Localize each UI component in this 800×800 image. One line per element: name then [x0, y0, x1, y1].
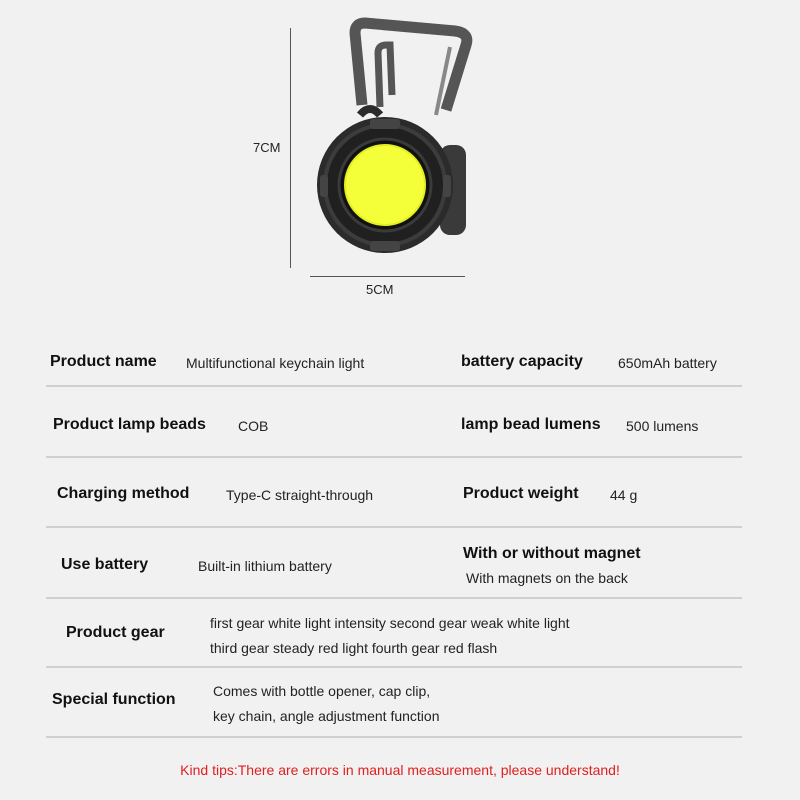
- spec-value-charging: Type-C straight-through: [226, 487, 374, 503]
- height-dimension-line: [290, 28, 291, 268]
- spec-label-special: Special function: [52, 691, 176, 708]
- spec-value-product-name: Multifunctional keychain light: [186, 355, 365, 371]
- spec-label-lamp-beads: Product lamp beads: [53, 416, 206, 433]
- row-divider: [46, 526, 742, 528]
- width-dimension-label: 5CM: [366, 282, 394, 297]
- spec-label-charging: Charging method: [57, 485, 190, 502]
- spec-label-weight: Product weight: [463, 485, 579, 502]
- spec-value-weight: 44 g: [610, 487, 638, 503]
- row-divider: [46, 736, 742, 738]
- spec-label-use-battery: Use battery: [61, 556, 149, 573]
- spec-label-gear: Product gear: [66, 624, 165, 641]
- height-dimension-label: 7CM: [253, 140, 281, 155]
- row-divider: [46, 385, 742, 387]
- row-divider: [46, 597, 742, 599]
- keychain-light-icon: [300, 15, 480, 270]
- spec-value-special-line1: Comes with bottle opener, cap clip,: [213, 683, 431, 699]
- kind-tip: Kind tips:There are errors in manual measurement, please understand!: [180, 762, 620, 778]
- spec-value-use-battery: Built-in lithium battery: [198, 558, 332, 574]
- spec-label-magnet: With or without magnet: [463, 545, 641, 562]
- spec-value-lumens: 500 lumens: [626, 418, 699, 434]
- width-dimension-line: [310, 276, 465, 277]
- spec-value-magnet: With magnets on the back: [466, 570, 628, 586]
- spec-value-battery-capacity: 650mAh battery: [618, 355, 717, 371]
- spec-value-lamp-beads: COB: [238, 418, 269, 434]
- spec-label-lumens: lamp bead lumens: [461, 416, 601, 433]
- row-divider: [46, 456, 742, 458]
- spec-value-gear-line2: third gear steady red light fourth gear red flash: [210, 640, 498, 656]
- spec-label-battery-capacity: battery capacity: [461, 353, 583, 370]
- spec-value-special-line2: key chain, angle adjustment function: [213, 708, 440, 724]
- spec-label-product-name: Product name: [50, 353, 157, 370]
- row-divider: [46, 666, 742, 668]
- spec-value-gear-line1: first gear white light intensity second gear weak white light: [210, 615, 570, 631]
